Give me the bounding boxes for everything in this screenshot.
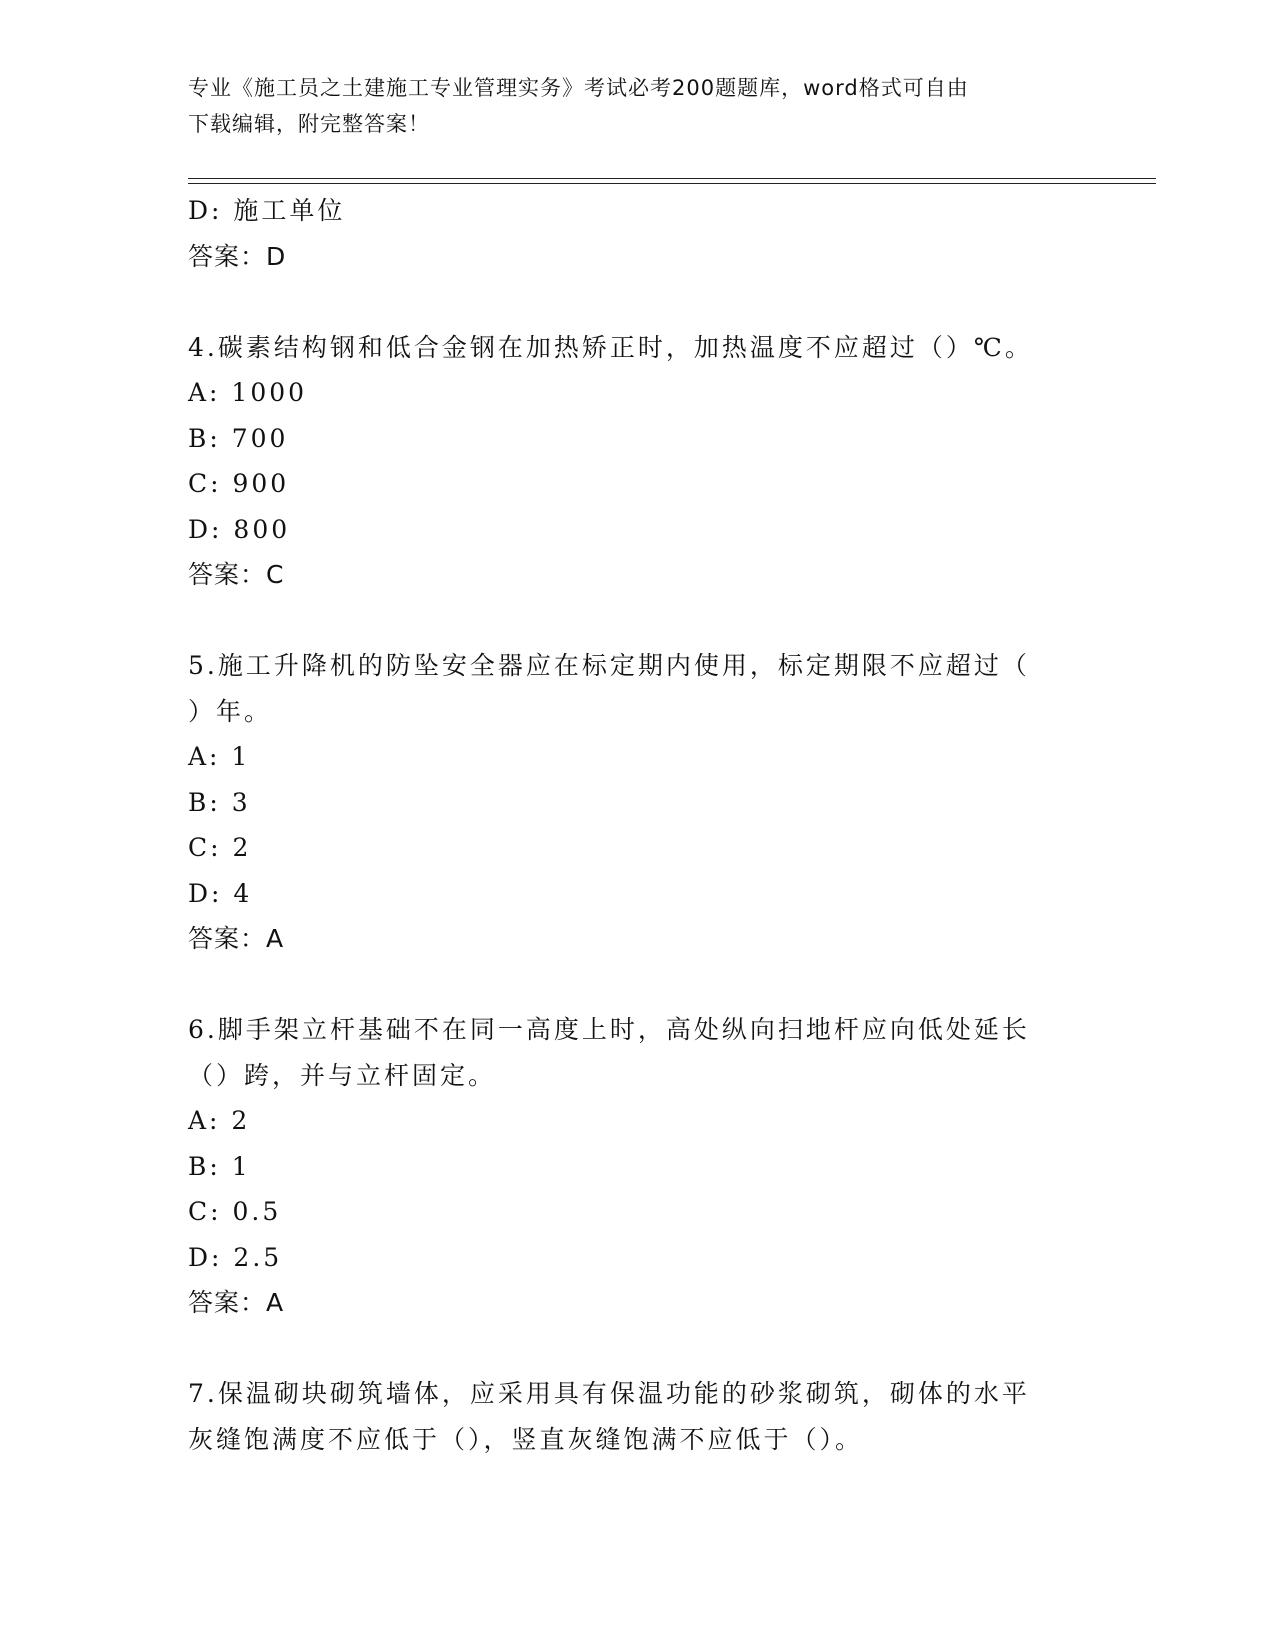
header-divider-top <box>188 178 1156 179</box>
option-d: D: 2.5 <box>188 1242 283 1272</box>
option-d: D: 800 <box>188 514 291 544</box>
header-divider-bottom <box>188 183 1156 184</box>
question-3-continuation <box>188 188 1068 279</box>
document-header <box>188 70 1068 142</box>
question-stem-line-2: ）年。 <box>188 696 273 726</box>
question-stem: 4.碳素结构钢和低合金钢在加热矫正时，加热温度不应超过（）℃。 <box>188 332 1033 362</box>
question-stem-line-2: 灰缝饱满度不应低于（），竖直灰缝饱满不应低于（）。 <box>188 1424 864 1454</box>
option-c: C: 2 <box>188 833 252 862</box>
option-b: B: 700 <box>188 423 289 453</box>
question-stem-line-1: 6.脚手架立杆基础不在同一高度上时，高处纵向扫地杆应向低处延长 <box>188 1015 1030 1044</box>
question-stem-line-1: 5.施工升降机的防坠安全器应在标定期内使用，标定期限不应超过（ <box>188 651 1030 680</box>
option-d: D: 施工单位 <box>188 196 346 225</box>
question-stem-line-1: 7.保温砌块砌筑墙体，应采用具有保温功能的砂浆砌筑，砌体的水平 <box>188 1379 1030 1408</box>
header-line-2: 下载编辑，附完整答案！ <box>188 112 430 136</box>
option-d: D: 4 <box>188 878 253 908</box>
option-a: A: 1000 <box>188 378 308 407</box>
option-a: A: 2 <box>188 1106 251 1135</box>
question-stem-line-2: （）跨，并与立杆固定。 <box>188 1060 497 1090</box>
option-b: B: 1 <box>188 1151 251 1181</box>
spacer <box>188 279 1068 325</box>
option-b: B: 3 <box>188 787 251 817</box>
option-c: C: 900 <box>188 469 290 498</box>
option-a: A: 1 <box>188 742 251 771</box>
answer: 答案：A <box>188 1288 285 1317</box>
spacer <box>188 1326 1068 1372</box>
spacer <box>188 598 1068 644</box>
answer: 答案：A <box>188 924 285 953</box>
option-c: C: 0.5 <box>188 1197 282 1226</box>
header-line-1: 专业《施工员之土建施工专业管理实务》考试必考200题题库，word格式可自由 <box>188 76 969 100</box>
spacer <box>188 962 1068 1008</box>
answer: 答案：C <box>188 560 285 589</box>
question-5 <box>188 643 1068 962</box>
document-body <box>188 188 1068 1462</box>
question-4 <box>188 325 1068 598</box>
answer: 答案：D <box>188 241 287 271</box>
question-7 <box>188 1371 1068 1462</box>
question-6 <box>188 1007 1068 1326</box>
